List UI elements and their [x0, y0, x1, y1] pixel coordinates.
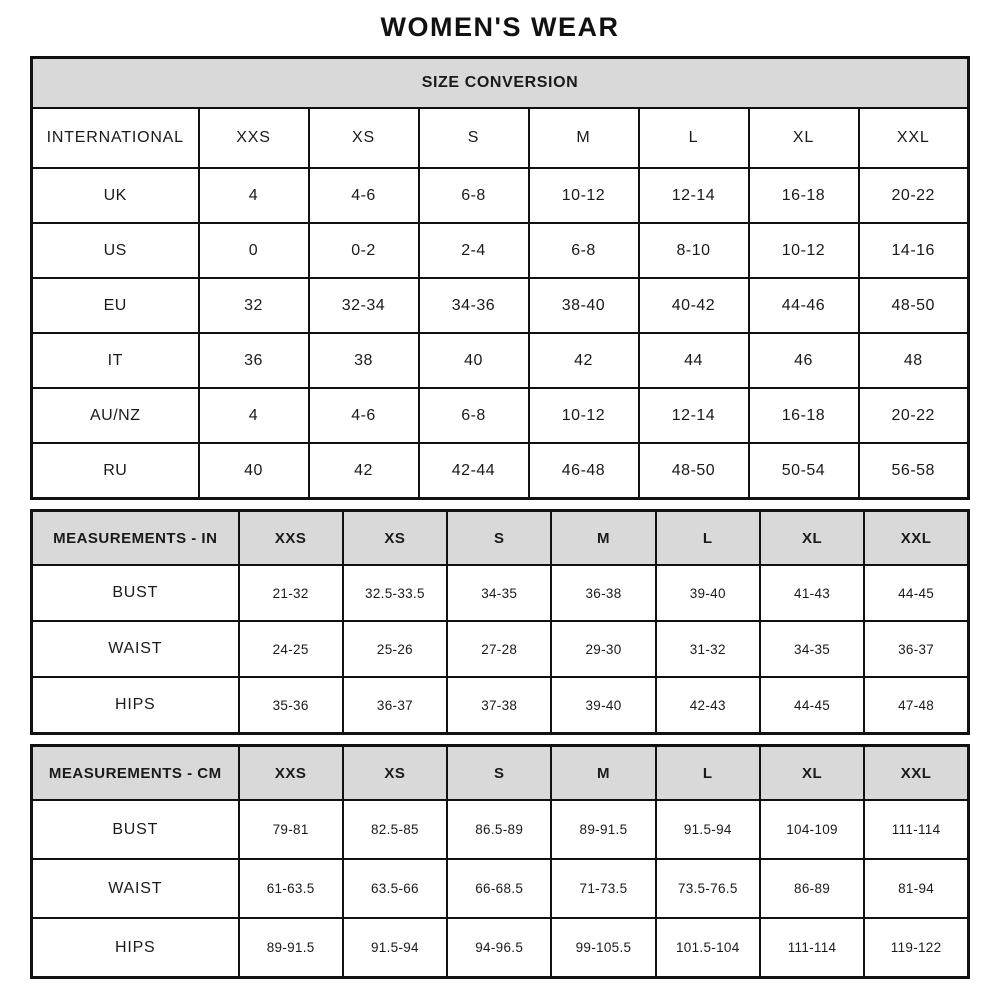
row-label: US: [32, 223, 199, 278]
size-cell: 4: [199, 168, 309, 223]
size-cell: 56-58: [859, 443, 969, 499]
table-caption-row: [32, 58, 969, 109]
size-cell: 40: [419, 333, 529, 388]
size-cell: 50-54: [749, 443, 859, 499]
size-cell: 4: [199, 388, 309, 443]
table-row-hips-cm: [32, 918, 969, 978]
table-row-waist-cm: [32, 859, 969, 918]
measure-cell: 61-63.5: [239, 859, 343, 918]
size-cell: 6-8: [419, 388, 529, 443]
measure-cell: 31-32: [656, 621, 760, 677]
measure-cell: 36-38: [551, 565, 655, 621]
measure-cell: 25-26: [343, 621, 447, 677]
column-header-xs: XS: [343, 746, 447, 801]
column-header-row: [32, 746, 969, 801]
measure-cell: 73.5-76.5: [656, 859, 760, 918]
row-label: UK: [32, 168, 199, 223]
row-label: IT: [32, 333, 199, 388]
row-label: WAIST: [32, 859, 239, 918]
measure-cell: 44-45: [760, 677, 864, 734]
measurements-cm-table: [30, 744, 970, 979]
size-cell: 48-50: [859, 278, 969, 333]
column-header-xxl: XXL: [864, 746, 968, 801]
measure-cell: 41-43: [760, 565, 864, 621]
size-cell: 42: [529, 333, 639, 388]
table-row-aunz: [32, 388, 969, 443]
table-row-bust-cm: [32, 800, 969, 859]
measure-cell: 35-36: [239, 677, 343, 734]
measure-cell: 99-105.5: [551, 918, 655, 978]
size-cell: 46: [749, 333, 859, 388]
size-cell: 20-22: [859, 168, 969, 223]
measure-cell: 119-122: [864, 918, 968, 978]
size-cell: 16-18: [749, 388, 859, 443]
size-cell: 2-4: [419, 223, 529, 278]
size-cell: 48: [859, 333, 969, 388]
column-header-row: [32, 511, 969, 566]
row-label: BUST: [32, 565, 239, 621]
row-label: BUST: [32, 800, 239, 859]
measure-cell: 104-109: [760, 800, 864, 859]
size-cell: 32: [199, 278, 309, 333]
size-conversion-table: [30, 56, 970, 500]
size-cell: 10-12: [529, 388, 639, 443]
size-cell: 48-50: [639, 443, 749, 499]
column-header-s: S: [419, 108, 529, 168]
table-row-eu: [32, 278, 969, 333]
size-cell: 38: [309, 333, 419, 388]
measure-cell: 42-43: [656, 677, 760, 734]
size-cell: 38-40: [529, 278, 639, 333]
row-label: RU: [32, 443, 199, 499]
size-cell: 42-44: [419, 443, 529, 499]
size-cell: 40: [199, 443, 309, 499]
size-cell: 4-6: [309, 168, 419, 223]
row-label: AU/NZ: [32, 388, 199, 443]
measure-cell: 39-40: [551, 677, 655, 734]
size-cell: 40-42: [639, 278, 749, 333]
column-header-xxs: XXS: [239, 511, 343, 566]
column-header-xxs: XXS: [199, 108, 309, 168]
column-header-m: M: [551, 746, 655, 801]
measure-cell: 63.5-66: [343, 859, 447, 918]
measure-cell: 94-96.5: [447, 918, 551, 978]
measure-cell: 111-114: [864, 800, 968, 859]
row-label: WAIST: [32, 621, 239, 677]
measure-cell: 91.5-94: [656, 800, 760, 859]
measure-cell: 44-45: [864, 565, 968, 621]
measurements-in-table: [30, 509, 970, 735]
size-cell: 36: [199, 333, 309, 388]
measure-cell: 36-37: [343, 677, 447, 734]
table-row-hips-in: [32, 677, 969, 734]
size-cell: 12-14: [639, 168, 749, 223]
measurements-in-title: MEASUREMENTS - IN: [32, 511, 239, 566]
column-header-xl: XL: [749, 108, 859, 168]
size-cell: 42: [309, 443, 419, 499]
measure-cell: 79-81: [239, 800, 343, 859]
size-cell: 4-6: [309, 388, 419, 443]
table-row-us: [32, 223, 969, 278]
size-cell: 32-34: [309, 278, 419, 333]
column-header-international: INTERNATIONAL: [32, 108, 199, 168]
measure-cell: 82.5-85: [343, 800, 447, 859]
size-cell: 12-14: [639, 388, 749, 443]
measure-cell: 37-38: [447, 677, 551, 734]
page-title: WOMEN'S WEAR: [380, 12, 620, 42]
column-header-xs: XS: [309, 108, 419, 168]
size-cell: 16-18: [749, 168, 859, 223]
table-row-ru: [32, 443, 969, 499]
size-cell: 8-10: [639, 223, 749, 278]
measure-cell: 24-25: [239, 621, 343, 677]
size-conversion-title: SIZE CONVERSION: [32, 58, 969, 109]
measure-cell: 86-89: [760, 859, 864, 918]
measure-cell: 27-28: [447, 621, 551, 677]
measure-cell: 21-32: [239, 565, 343, 621]
measure-cell: 111-114: [760, 918, 864, 978]
size-cell: 46-48: [529, 443, 639, 499]
measurements-cm-title: MEASUREMENTS - CM: [32, 746, 239, 801]
measure-cell: 47-48: [864, 677, 968, 734]
measure-cell: 34-35: [447, 565, 551, 621]
size-cell: 14-16: [859, 223, 969, 278]
measure-cell: 34-35: [760, 621, 864, 677]
row-label: EU: [32, 278, 199, 333]
size-cell: 44: [639, 333, 749, 388]
measure-cell: 39-40: [656, 565, 760, 621]
row-label: HIPS: [32, 677, 239, 734]
table-row-waist-in: [32, 621, 969, 677]
column-header-m: M: [529, 108, 639, 168]
column-header-m: M: [551, 511, 655, 566]
measure-cell: 81-94: [864, 859, 968, 918]
size-cell: 6-8: [419, 168, 529, 223]
column-header-xl: XL: [760, 746, 864, 801]
column-header-xxl: XXL: [859, 108, 969, 168]
column-header-l: L: [639, 108, 749, 168]
size-cell: 10-12: [749, 223, 859, 278]
column-header-s: S: [447, 746, 551, 801]
table-row-it: [32, 333, 969, 388]
measure-cell: 91.5-94: [343, 918, 447, 978]
measure-cell: 101.5-104: [656, 918, 760, 978]
measure-cell: 89-91.5: [551, 800, 655, 859]
column-header-row: [32, 108, 969, 168]
measure-cell: 29-30: [551, 621, 655, 677]
table-row-uk: [32, 168, 969, 223]
column-header-l: L: [656, 746, 760, 801]
size-cell: 6-8: [529, 223, 639, 278]
size-cell: 0: [199, 223, 309, 278]
size-cell: 10-12: [529, 168, 639, 223]
column-header-xxl: XXL: [864, 511, 968, 566]
column-header-l: L: [656, 511, 760, 566]
table-row-bust-in: [32, 565, 969, 621]
column-header-xl: XL: [760, 511, 864, 566]
column-header-xxs: XXS: [239, 746, 343, 801]
row-label: HIPS: [32, 918, 239, 978]
size-cell: 0-2: [309, 223, 419, 278]
size-cell: 44-46: [749, 278, 859, 333]
measure-cell: 71-73.5: [551, 859, 655, 918]
measure-cell: 36-37: [864, 621, 968, 677]
column-header-s: S: [447, 511, 551, 566]
measure-cell: 89-91.5: [239, 918, 343, 978]
measure-cell: 86.5-89: [447, 800, 551, 859]
column-header-xs: XS: [343, 511, 447, 566]
measure-cell: 32.5-33.5: [343, 565, 447, 621]
size-cell: 34-36: [419, 278, 529, 333]
size-cell: 20-22: [859, 388, 969, 443]
measure-cell: 66-68.5: [447, 859, 551, 918]
